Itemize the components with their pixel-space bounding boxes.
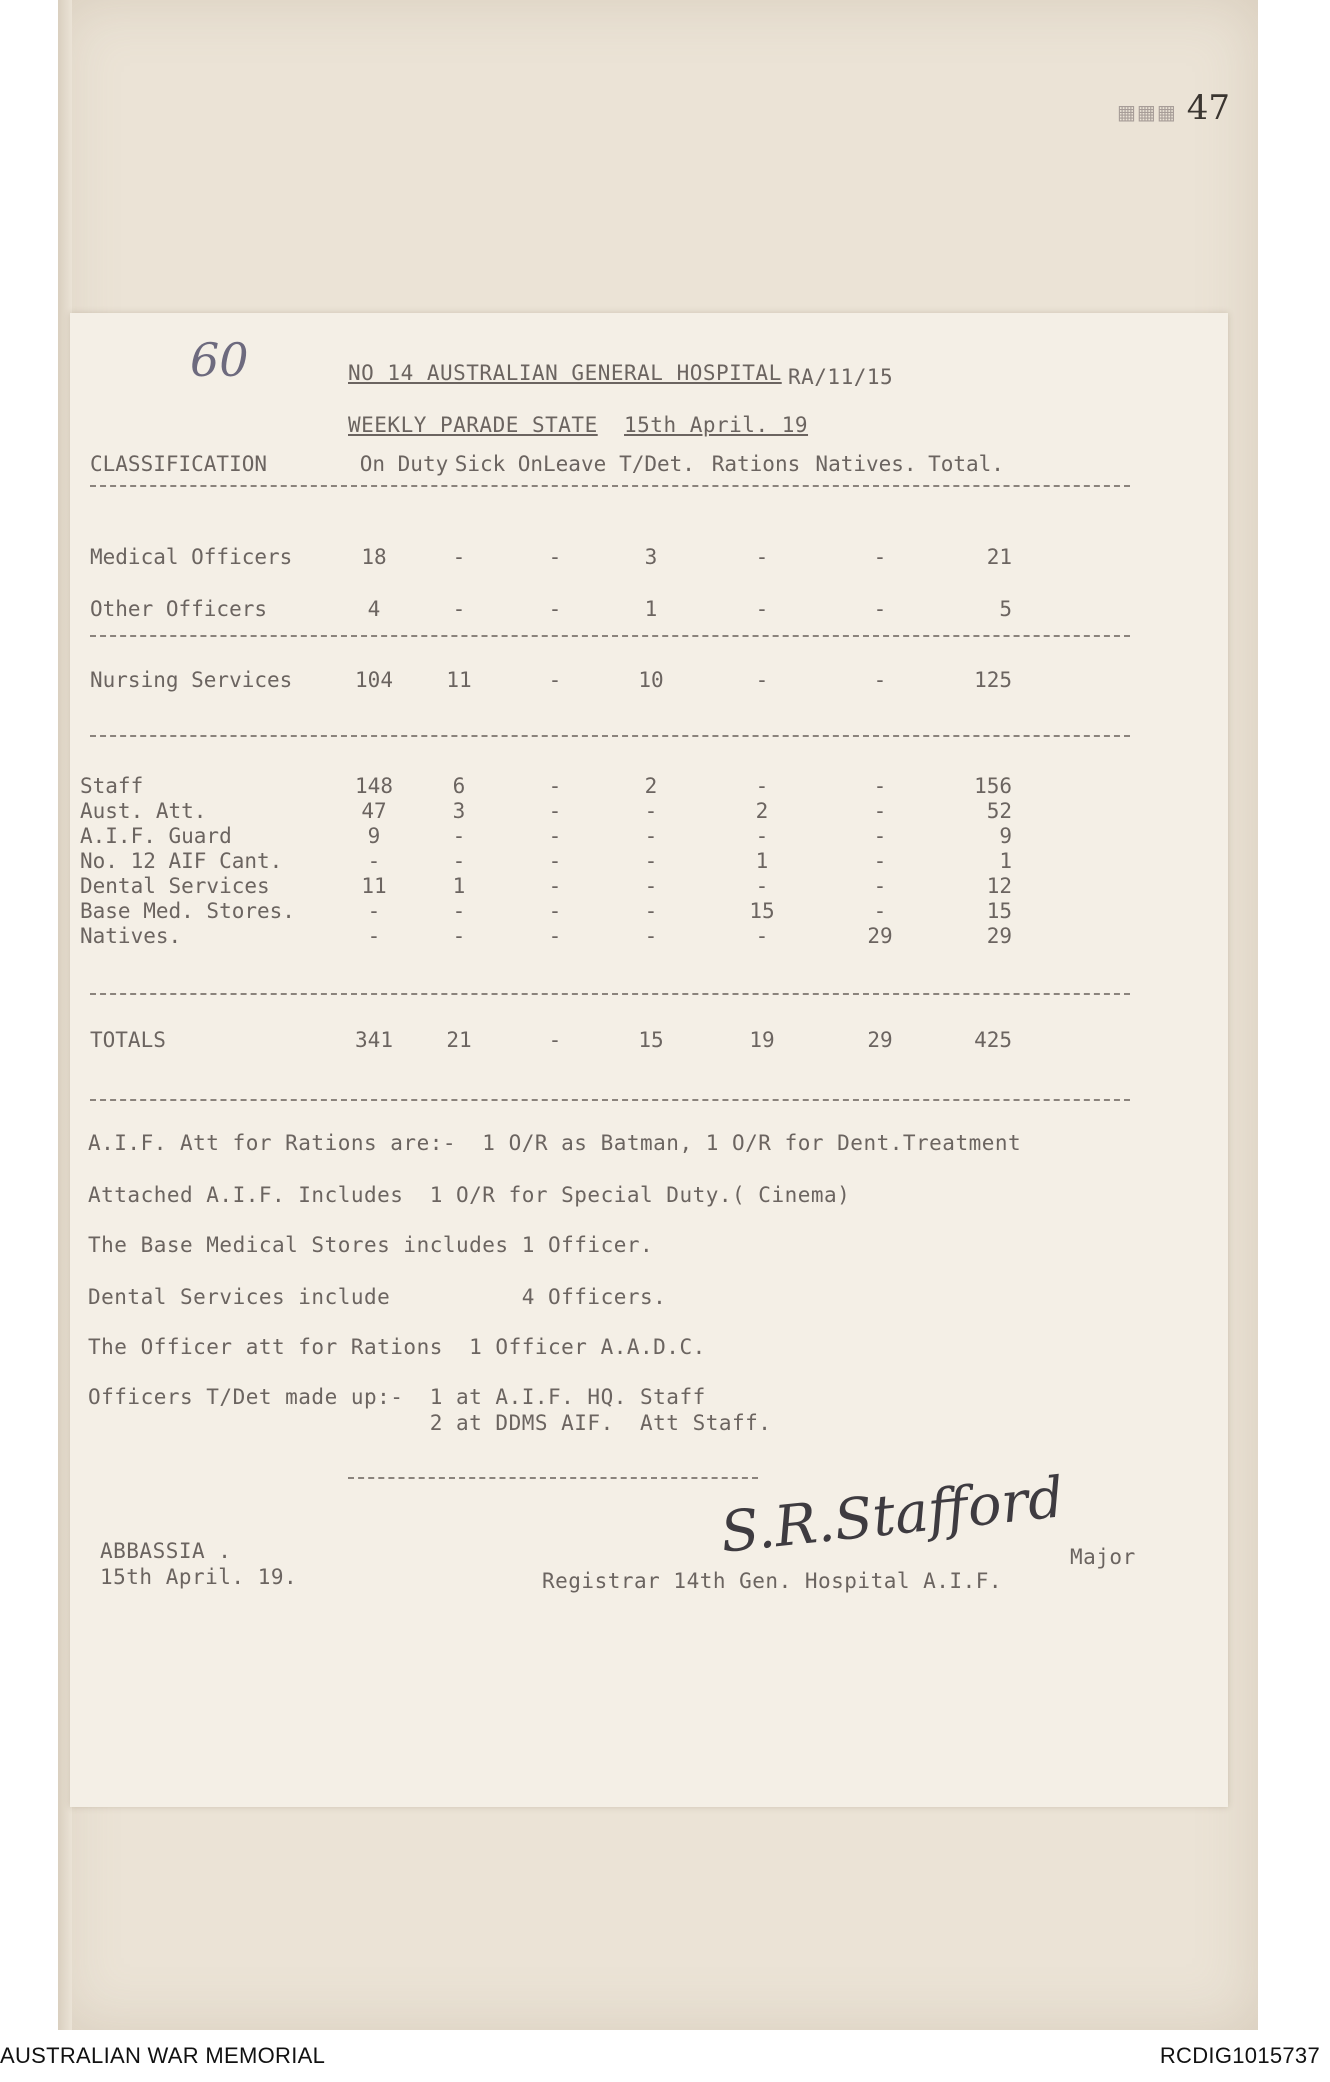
folio-number xyxy=(1080,88,1230,128)
staff-table xyxy=(80,773,1012,948)
cell-t-det: 10 xyxy=(638,667,664,692)
grand-total: 425 xyxy=(974,1027,1012,1052)
cell-on-duty: 11 xyxy=(361,873,387,898)
cell-t-det: - xyxy=(644,923,658,948)
cell-sick: - xyxy=(452,545,466,569)
total-t-det: 15 xyxy=(638,1027,664,1052)
cell-t-det: - xyxy=(644,823,658,848)
cell-t-det: - xyxy=(644,798,658,823)
header-on-duty: On Duty xyxy=(359,451,449,476)
cell-sick: - xyxy=(452,898,466,923)
cell-on-duty: 104 xyxy=(355,667,393,692)
cell-on-duty: - xyxy=(367,848,381,873)
cell-sick: - xyxy=(452,923,466,948)
cell-rations: - xyxy=(755,873,769,898)
cell-on-leave: - xyxy=(548,597,562,621)
cell-total: 5 xyxy=(999,597,1012,621)
cell-total: 1 xyxy=(999,848,1012,873)
note-line: Attached A.I.F. Includes 1 O/R for Special Duty.( Cinema) xyxy=(88,1183,851,1207)
header-classification: CLASSIFICATION xyxy=(90,451,268,476)
cell-natives: - xyxy=(873,773,887,798)
cell-total: 156 xyxy=(974,773,1012,798)
note-line: A.I.F. Att for Rations are:- 1 O/R as Batman, 1 O/R for Dent.Treatment xyxy=(88,1131,1022,1155)
archive-caption-left: AUSTRALIAN WAR MEMORIAL xyxy=(0,2043,326,2068)
cell-sick: 1 xyxy=(452,873,466,898)
note-line: The Base Medical Stores includes 1 Officer. xyxy=(88,1233,654,1257)
cell-on-duty: 148 xyxy=(355,773,393,798)
header-rations: Rations xyxy=(711,451,801,476)
cell-sick: 6 xyxy=(452,773,466,798)
total-sick: 21 xyxy=(446,1027,472,1052)
cell-on-leave: - xyxy=(548,667,562,692)
report-date: 15th April. 19 xyxy=(624,413,809,437)
cell-total: 21 xyxy=(986,545,1012,569)
totals-row xyxy=(90,1027,1012,1052)
struck-out-folio: ▦▦▦ xyxy=(1117,100,1177,124)
cell-on-duty: - xyxy=(367,923,381,948)
hospital-heading: NO 14 AUSTRALIAN GENERAL HOSPITAL xyxy=(348,361,782,385)
cell-sick: - xyxy=(452,823,466,848)
cell-total: 15 xyxy=(986,898,1012,923)
cell-total: 52 xyxy=(986,798,1012,823)
place-date: 15th April. 19. xyxy=(100,1565,298,1589)
cell-t-det: - xyxy=(644,873,658,898)
totals-table xyxy=(90,1027,1012,1052)
cell-natives: - xyxy=(873,873,887,898)
cell-rations: - xyxy=(755,545,769,569)
cell-t-det: 3 xyxy=(644,545,658,569)
cell-rations: - xyxy=(755,597,769,621)
table-row xyxy=(80,773,1012,798)
cell-rations: 2 xyxy=(755,798,769,823)
cell-total: 12 xyxy=(986,873,1012,898)
signatory-title: Registrar 14th Gen. Hospital A.I.F. xyxy=(542,1569,1003,1593)
table-row xyxy=(80,873,1012,898)
cell-rations: 1 xyxy=(755,848,769,873)
note-line: Officers T/Det made up:- 1 at A.I.F. HQ. Staff xyxy=(88,1385,706,1409)
signatory-rank: Major xyxy=(1070,1545,1136,1569)
officers-table xyxy=(90,531,1012,635)
row-label: Staff xyxy=(80,773,144,798)
cell-rations: 15 xyxy=(749,898,775,923)
cell-natives: - xyxy=(873,823,887,848)
table-row xyxy=(90,531,1012,583)
cell-on-leave: - xyxy=(548,798,562,823)
cell-natives: - xyxy=(873,898,887,923)
cell-t-det: - xyxy=(644,848,658,873)
cell-rations: - xyxy=(755,773,769,798)
divider xyxy=(90,485,1130,487)
table-row xyxy=(90,583,1012,635)
place: ABBASSIA . xyxy=(100,1539,232,1563)
header-total: Total. xyxy=(928,451,1004,476)
header-on-leave: OnLeave xyxy=(517,451,607,476)
total-natives: 29 xyxy=(867,1027,893,1052)
row-label: No. 12 AIF Cant. xyxy=(80,848,283,873)
divider xyxy=(90,993,1130,995)
table-row xyxy=(80,848,1012,873)
row-label: Natives. xyxy=(80,923,182,948)
row-label: Other Officers xyxy=(90,597,268,621)
cell-natives: - xyxy=(873,798,887,823)
cell-on-duty: - xyxy=(367,898,381,923)
cell-on-duty: 47 xyxy=(361,798,387,823)
cell-t-det: - xyxy=(644,898,658,923)
divider xyxy=(90,635,1130,637)
header-t-det: T/Det. xyxy=(619,451,695,476)
table-row xyxy=(80,798,1012,823)
archive-caption-right: RCDIG1015737 xyxy=(1159,2043,1320,2068)
cell-sick: 3 xyxy=(452,798,466,823)
cell-rations: - xyxy=(755,667,769,692)
note-line: Dental Services include 4 Officers. xyxy=(88,1285,667,1309)
handwritten-signature: S.R.Stafford xyxy=(717,1465,1067,1566)
column-headers xyxy=(90,451,1012,476)
nursing-table xyxy=(90,667,1012,692)
divider xyxy=(90,735,1130,737)
divider xyxy=(90,1099,1130,1101)
cell-natives: - xyxy=(873,545,887,569)
total-on-duty: 341 xyxy=(355,1027,393,1052)
cell-natives: - xyxy=(873,848,887,873)
row-label: A.I.F. Guard xyxy=(80,823,232,848)
table-row xyxy=(80,823,1012,848)
cell-on-leave: - xyxy=(548,848,562,873)
cell-natives: - xyxy=(873,667,887,692)
cell-on-leave: - xyxy=(548,873,562,898)
cell-rations: - xyxy=(755,823,769,848)
cell-natives: - xyxy=(873,597,887,621)
subtitle: WEEKLY PARADE STATE xyxy=(348,413,598,437)
cell-rations: - xyxy=(755,923,769,948)
signature-rule xyxy=(348,1477,758,1479)
cell-total: 125 xyxy=(974,667,1012,692)
row-label: Medical Officers xyxy=(90,545,293,569)
cell-sick: - xyxy=(452,597,466,621)
cell-t-det: 2 xyxy=(644,773,658,798)
cell-on-duty: 4 xyxy=(367,597,381,621)
note-line: 2 at DDMS AIF. Att Staff. xyxy=(88,1411,772,1435)
parade-state-sheet xyxy=(70,313,1228,1807)
cell-on-leave: - xyxy=(548,923,562,948)
total-on-leave: - xyxy=(548,1027,562,1052)
totals-label: TOTALS xyxy=(90,1027,166,1052)
row-label: Nursing Services xyxy=(90,667,293,692)
handwritten-number: 60 xyxy=(190,333,249,387)
reference-number: RA/11/15 xyxy=(788,365,894,389)
cell-t-det: 1 xyxy=(644,597,658,621)
cell-on-leave: - xyxy=(548,773,562,798)
cell-sick: - xyxy=(452,848,466,873)
table-row xyxy=(90,667,1012,692)
cell-on-leave: - xyxy=(548,823,562,848)
row-label: Base Med. Stores. xyxy=(80,898,295,923)
cell-natives: 29 xyxy=(867,923,893,948)
cell-total: 9 xyxy=(999,823,1012,848)
folio-value: 47 xyxy=(1186,88,1230,128)
table-row xyxy=(80,898,1012,923)
cell-on-leave: - xyxy=(548,545,562,569)
header-sick: Sick xyxy=(454,451,506,476)
row-label: Dental Services xyxy=(80,873,270,898)
cell-total: 29 xyxy=(986,923,1012,948)
subtitle-line xyxy=(348,413,808,437)
cell-on-duty: 18 xyxy=(361,545,387,569)
cell-sick: 11 xyxy=(446,667,472,692)
cell-on-duty: 9 xyxy=(367,823,381,848)
header-natives: Natives. xyxy=(815,451,917,476)
table-row xyxy=(80,923,1012,948)
note-line: The Officer att for Rations 1 Officer A.A.D.C. xyxy=(88,1335,706,1359)
row-label: Aust. Att. xyxy=(80,798,207,823)
cell-on-leave: - xyxy=(548,898,562,923)
total-rations: 19 xyxy=(749,1027,775,1052)
